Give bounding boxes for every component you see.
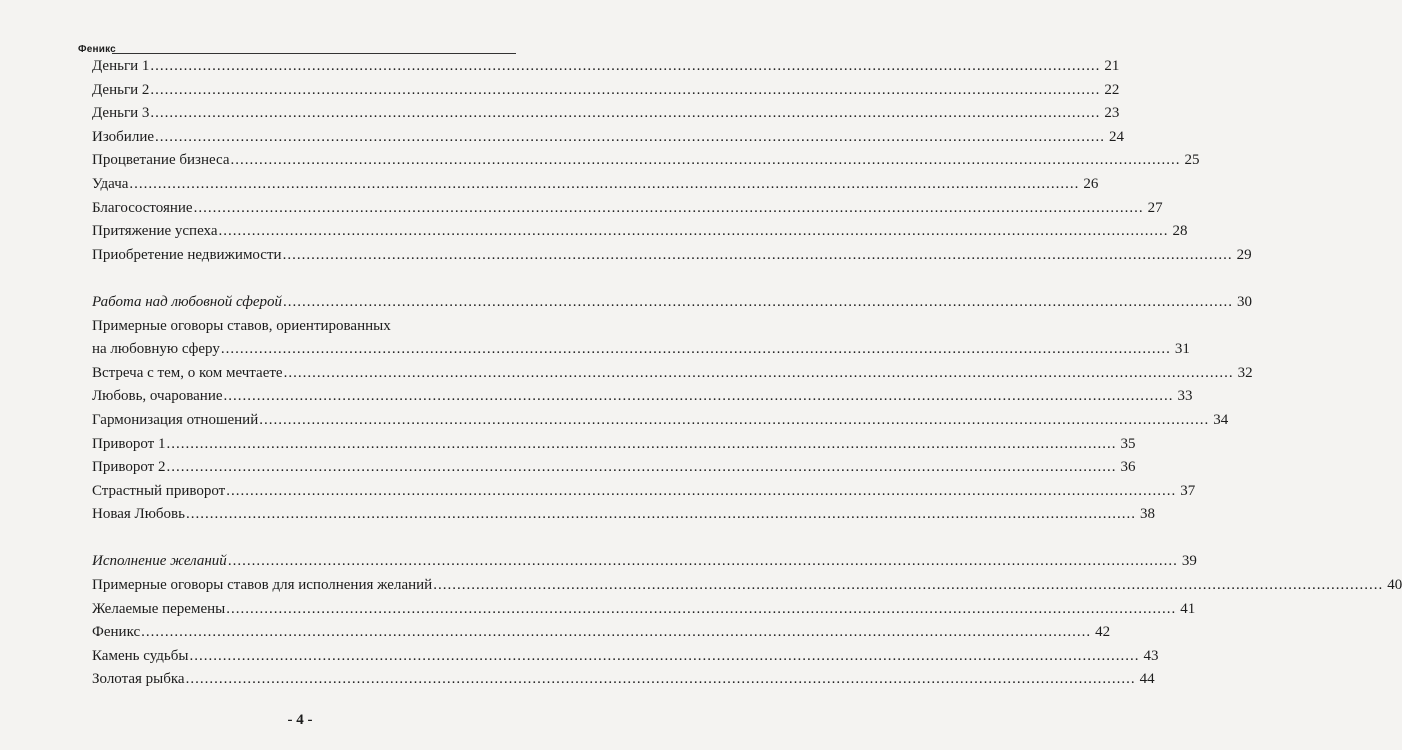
toc-entry-page: 29 (1236, 246, 1252, 263)
toc-entry[interactable] (92, 456, 1136, 480)
toc-entry-title-line1: Примерные оговоры ставов, ориентированных (92, 317, 391, 334)
header-rule (112, 53, 516, 54)
toc-entry-title: Притяжение успеха (92, 223, 218, 240)
toc-entry[interactable] (92, 362, 1253, 386)
leader-dots: ........................................................................................................................................................................................................ (166, 435, 1117, 452)
toc-entry[interactable] (92, 220, 1188, 244)
toc-entry-page: 43 (1143, 647, 1159, 664)
toc-entry[interactable] (92, 574, 1402, 598)
toc-entry-page: 31 (1174, 341, 1190, 358)
toc-entry-page: 37 (1180, 482, 1196, 499)
toc-entry-page: 23 (1104, 105, 1120, 122)
leader-dots: ........................................................................................................................................................................................................ (433, 577, 1384, 594)
toc-entry[interactable] (92, 433, 1136, 457)
toc-group-wishes (92, 574, 1402, 692)
toc-entry-title: Желаемые перемены (92, 600, 226, 617)
toc-entry-page: 33 (1177, 388, 1193, 405)
toc-entry-page: 36 (1120, 459, 1136, 476)
toc-entry[interactable] (92, 598, 1196, 622)
toc-entry-title: Деньги 1 (92, 58, 150, 74)
toc-entry-page: 42 (1095, 624, 1111, 641)
toc-entry-page: 28 (1172, 223, 1188, 240)
toc-entry-title: Гармонизация отношений (92, 411, 259, 428)
leader-dots: ........................................................................................................................................................................................................ (226, 482, 1177, 499)
toc-entry[interactable] (92, 409, 1229, 433)
toc-entry-page: 25 (1184, 152, 1200, 169)
leader-dots: ........................................................................................................................................................................................................ (283, 364, 1234, 381)
toc-entry-page: 27 (1147, 199, 1163, 216)
toc-entry[interactable] (92, 645, 1159, 669)
toc-section-title: Работа над любовной сферой (92, 293, 283, 310)
toc-entry-title: Изобилие (92, 128, 154, 145)
leader-dots: ........................................................................................................................................................................................................ (220, 341, 1171, 358)
toc-entry[interactable] (92, 55, 1120, 79)
toc-entry-page: 24 (1109, 128, 1124, 145)
toc-entry-page: 26 (1083, 175, 1099, 192)
toc-entry-page: 40 (1387, 577, 1402, 594)
leader-dots: ........................................................................................................................................................................................................ (150, 105, 1101, 122)
leader-dots: ........................................................................................................................................................................................................ (282, 246, 1233, 263)
toc-entry-page: 34 (1213, 411, 1229, 428)
page-number: - 4 - (287, 712, 313, 728)
toc-entry-page: 38 (1139, 506, 1155, 523)
toc-section-wishes[interactable] (92, 550, 1197, 574)
toc-entry[interactable] (92, 244, 1252, 268)
toc-entry[interactable] (92, 149, 1200, 173)
toc-entry-title: Камень судьбы (92, 647, 189, 664)
toc-entry-page: 41 (1180, 600, 1196, 617)
toc-entry-title: Страстный приворот (92, 482, 226, 499)
leader-dots: ........................................................................................................................................................................................................ (129, 175, 1080, 192)
toc-entry[interactable] (92, 197, 1163, 221)
leader-dots: ........................................................................................................................................................................................................ (218, 223, 1169, 240)
toc-entry-title: Новая Любовь (92, 506, 185, 523)
toc-section-title: Исполнение желаний (92, 553, 227, 570)
toc-entry[interactable] (92, 480, 1196, 504)
leader-dots: ........................................................................................................................................................................................................ (141, 624, 1092, 641)
toc-entry[interactable] (92, 621, 1111, 645)
toc-entry-title: Любовь, очарование (92, 388, 223, 405)
toc-entry-title: Благосостояние (92, 199, 193, 216)
toc-entry-title: Деньги 2 (92, 81, 150, 98)
running-title: Феникс (78, 44, 116, 55)
leader-dots: ........................................................................................................................................................................................................ (223, 388, 1174, 405)
leader-dots: ........................................................................................................................................................................................................ (150, 58, 1101, 74)
toc-entry-page: 32 (1237, 364, 1253, 381)
leader-dots: ........................................................................................................................................................................................................ (185, 671, 1136, 688)
toc-entry-title: Деньги 3 (92, 105, 150, 122)
toc-entry-title: Феникс (92, 624, 141, 641)
leader-dots: ........................................................................................................................................................................................................ (227, 553, 1178, 570)
section-gap (92, 267, 514, 291)
toc-entry[interactable] (92, 102, 1120, 126)
toc-entry-title: Золотая рыбка (92, 671, 185, 688)
toc-section-page: 30 (1237, 293, 1253, 310)
toc-entry-page: 44 (1139, 671, 1155, 688)
toc-entry-page: 21 (1104, 58, 1120, 74)
leader-dots: ........................................................................................................................................................................................................ (166, 459, 1117, 476)
leader-dots: ........................................................................................................................................................................................................ (230, 152, 1181, 169)
toc-entry[interactable] (92, 173, 1099, 197)
toc-entry-page: 22 (1104, 81, 1120, 98)
leader-dots: ........................................................................................................................................................................................................ (155, 128, 1105, 145)
section-gap (92, 527, 514, 551)
toc-entry[interactable] (92, 668, 1155, 692)
toc-entry[interactable] (92, 503, 1155, 527)
leader-dots: ........................................................................................................................................................................................................ (150, 81, 1101, 98)
toc-entry-title: Приобретение недвижимости (92, 246, 282, 263)
toc-entry[interactable] (92, 79, 1120, 103)
toc-entry-title: Приворот 2 (92, 459, 166, 476)
toc-entry-title: Встреча с тем, о ком мечтаете (92, 364, 283, 381)
toc-entry-title: Приворот 1 (92, 435, 166, 452)
leader-dots: ........................................................................................................................................................................................................ (259, 411, 1210, 428)
table-of-contents (92, 55, 1402, 692)
toc-group-love (92, 362, 1253, 527)
toc-entry-title: Удача (92, 175, 129, 192)
leader-dots: ........................................................................................................................................................................................................ (283, 293, 1234, 310)
toc-entry[interactable] (92, 385, 1193, 409)
leader-dots: ........................................................................................................................................................................................................ (185, 506, 1136, 523)
toc-entry-title: Процветание бизнеса (92, 152, 230, 169)
toc-section-love[interactable] (92, 291, 1253, 315)
leader-dots: ........................................................................................................................................................................................................ (189, 647, 1140, 664)
toc-section-page: 39 (1181, 553, 1197, 570)
toc-entry-title: Примерные оговоры ставов для исполнения желаний (92, 577, 433, 594)
leader-dots: ........................................................................................................................................................................................................ (226, 600, 1177, 617)
toc-entry-multiline[interactable] (92, 315, 1190, 362)
leader-dots: ........................................................................................................................................................................................................ (193, 199, 1144, 216)
toc-entry-page: 35 (1120, 435, 1136, 452)
toc-entry-title-line2: на любовную сферу (92, 341, 220, 358)
toc-group-money (92, 55, 1252, 267)
toc-entry[interactable] (92, 126, 1124, 150)
